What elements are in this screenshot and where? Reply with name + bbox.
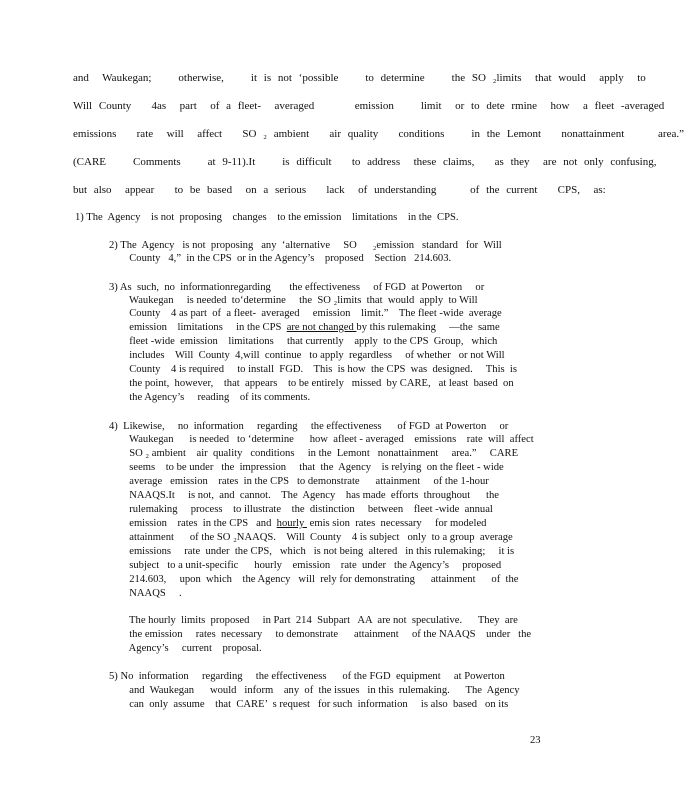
list-item-4-line: subject to a unit-specific hourly emission rate under the Agency’s proposed — [116, 560, 502, 571]
list-item-2-line: County 4,” in the CPS or in the Agency’s proposed Section 214.603. — [116, 253, 452, 264]
page-number: 23 — [530, 735, 541, 746]
list-item-4-line: Agency’s current proposal. — [116, 643, 262, 654]
list-item-3-line: the point, however, that appears to be entirely missed by CARE, at least based on — [116, 378, 514, 389]
underlined-phrase: are not changed — [286, 322, 357, 333]
list-item-4-line: average emission rates in the CPS to demonstrate attainment of the 1-hour — [116, 476, 489, 487]
list-item-4-line: SO ₂ ambient air quality conditions in the Lemont nonattainment area.” CARE — [116, 448, 519, 459]
list-item-3-line: includes Will County 4,will continue to apply regardless of whether or not Will — [116, 350, 505, 361]
paragraph-line: (CARE Comments at 9-11).It is difficult to address these claims, as they are not only confusing, — [73, 156, 657, 168]
list-item-3-line: the Agency’s reading of its comments. — [116, 392, 311, 403]
list-item-4-line: NAAQS.It is not, and cannot. The Agency has made efforts throughout the — [116, 490, 499, 501]
list-item-3-line: County 4 as part of a fleet- averaged emission limit.” The fleet -wide average — [116, 308, 502, 319]
list-item-3-line: 3) As such, no informationregarding the effectiveness of FGD at Powerton or — [109, 282, 485, 293]
text-segment: emis sion rates necessary for modeled — [306, 518, 487, 529]
list-item-4-line: 214.603, upon which the Agency will rely for demonstrating attainment of the — [116, 574, 519, 585]
list-item-4-line: seems to be under the impression that the Agency is relying on the fleet - wide — [116, 462, 504, 473]
paragraph-line: and Waukegan; otherwise, it is not ‘possible to determine the SO ₂limits that would apply to — [73, 72, 646, 84]
list-item-4-line: The hourly limits proposed in Part 214 Subpart AA are not speculative. They are — [116, 615, 518, 626]
list-item-1: 1) The Agency is not proposing changes to the emission limitations in the CPS. — [75, 212, 459, 223]
text-segment: by this rulemaking —the same — [356, 322, 500, 333]
list-item-4-line: Waukegan is needed to ‘determine how afleet - averaged emissions rate will affect — [116, 434, 534, 445]
list-item-4-line: the emission rates necessary to demonstrate attainment of the NAAQS under the — [116, 629, 532, 640]
underlined-word: hourly — [276, 518, 307, 529]
list-item-5-line: 5) No information regarding the effectiveness of the FGD equipment at Powerton — [109, 671, 505, 682]
list-item-3-line: County 4 is required to install FGD. This is how the CPS was designed. This is — [116, 364, 518, 375]
paragraph-line: emissions rate will affect SO ₂ ambient air quality conditions in the Lemont nonattainment area.” — [73, 128, 684, 140]
list-item-5-line: can only assume that CARE’ s request for such information is also based on its — [116, 699, 509, 710]
list-item-3-line: Waukegan is needed to‘determine the SO ₂limits that would apply to Will — [116, 295, 478, 306]
list-item-3-line: fleet -wide emission limitations that currently apply to the CPS Group, which — [116, 336, 498, 347]
list-item-2-line: 2) The Agency is not proposing any ‘alternative SO ₂emission standard for Will — [109, 240, 502, 251]
list-item-4-line: NAAQS . — [116, 588, 182, 599]
paragraph-line: but also appear to be based on a serious lack of understanding of the current CPS, as: — [73, 184, 606, 196]
text-segment: emission limitations in the CPS — [116, 322, 287, 333]
list-item-4-line: attainment of the SO ₂NAAQS. Will County 4 is subject only to a group average — [116, 532, 513, 543]
list-item-4-line: 4) Likewise, no information regarding the effectiveness of FGD at Powerton or — [109, 421, 509, 432]
text-segment: emission rates in the CPS and — [116, 518, 277, 529]
list-item-4-line — [116, 518, 486, 530]
list-item-3-line — [116, 322, 500, 334]
paragraph-line: Will County 4as part of a fleet- averaged emission limit or to dete rmine how a fleet -averaged — [73, 100, 665, 112]
list-item-4-line: emissions rate under the CPS, which is not being altered in this rulemaking; it is — [116, 546, 515, 557]
list-item-4-line: rulemaking process to illustrate the distinction between fleet -wide annual — [116, 504, 493, 515]
list-item-5-line: and Waukegan would inform any of the issues in this rulemaking. The Agency — [116, 685, 520, 696]
